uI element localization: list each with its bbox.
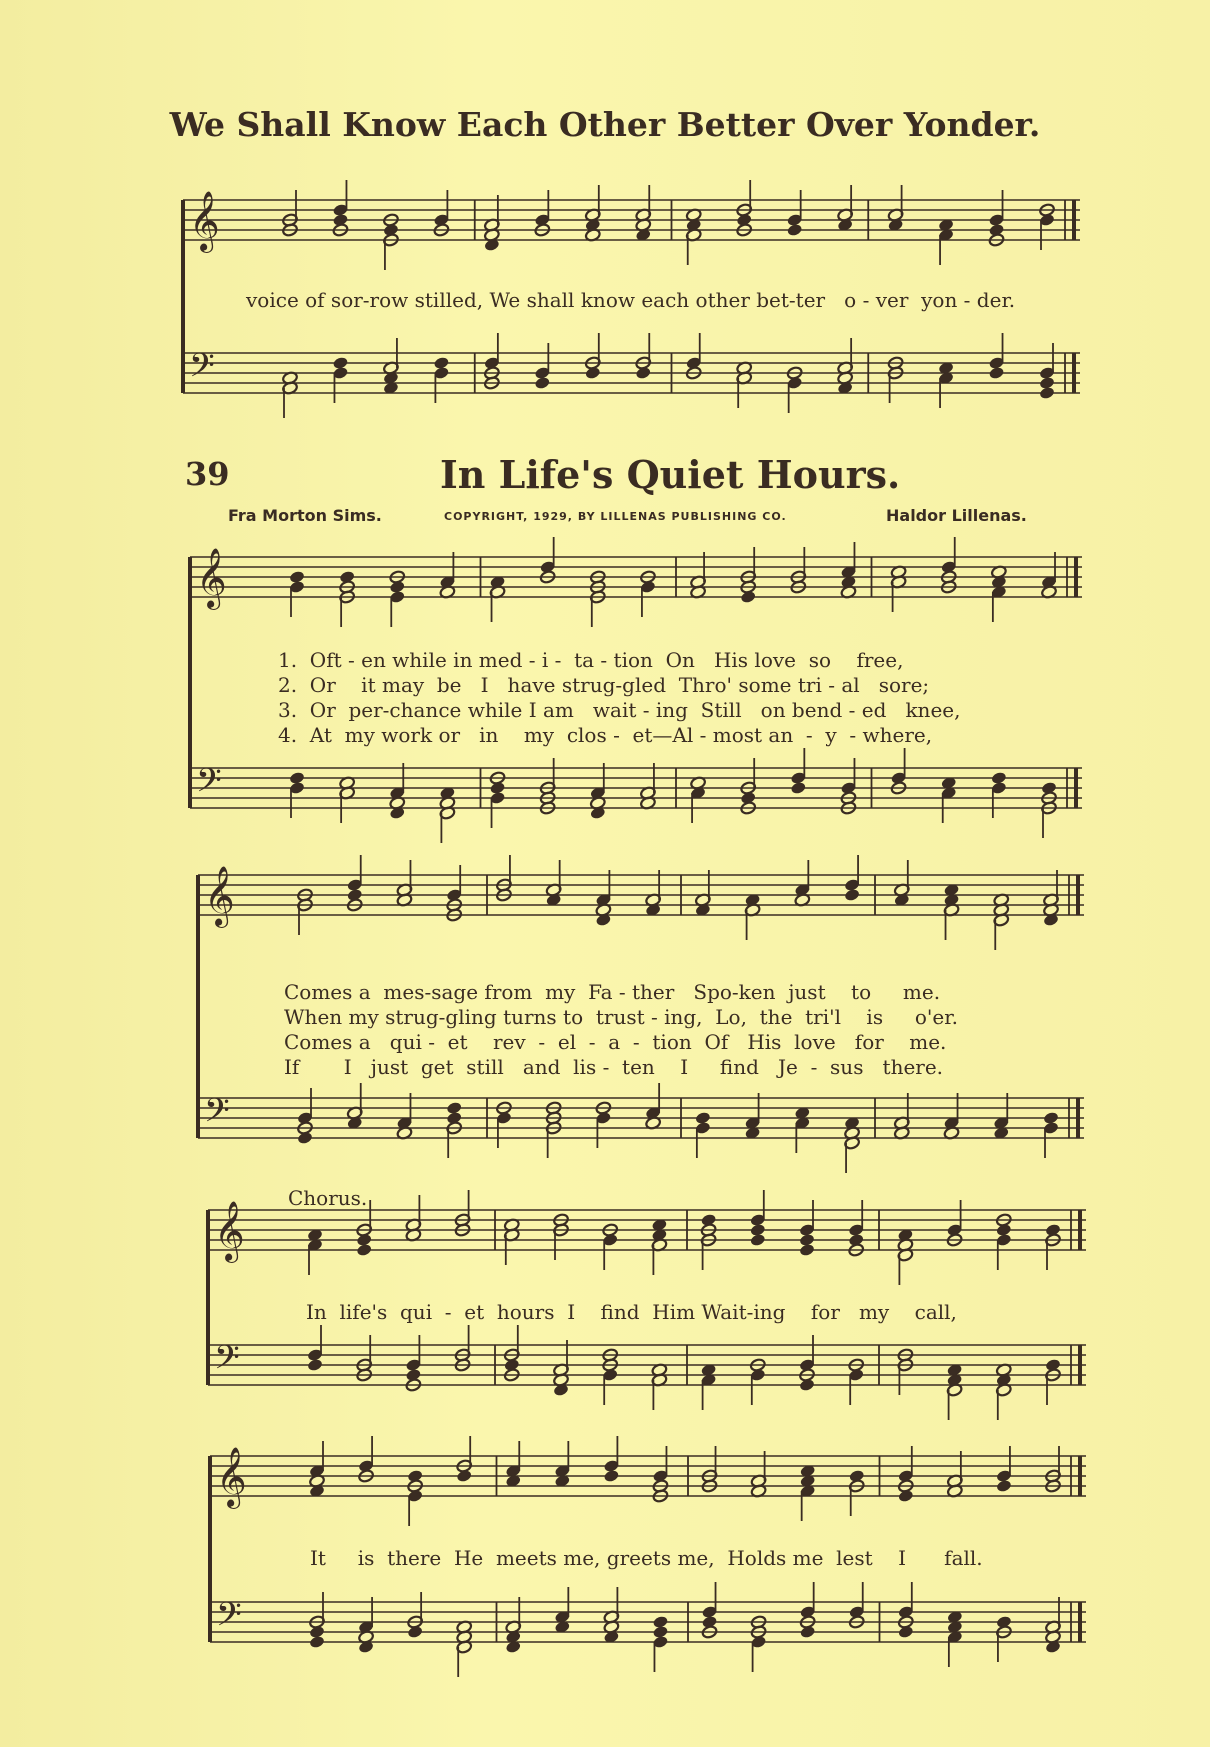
note-head: [750, 1233, 767, 1247]
treble-clef-icon: 𝄞: [216, 1447, 247, 1507]
note-head: [786, 223, 803, 237]
note-head: [790, 781, 807, 795]
note-head: [309, 1635, 326, 1649]
verse-1-line-a: 1. Oft - en while in med - i - ta - tion On His love so free,: [278, 648, 904, 672]
treble-clef-icon: 𝄞: [189, 191, 220, 251]
note-head: [603, 1469, 620, 1483]
bass-clef-icon: 𝄢: [204, 1092, 230, 1138]
note-head: [996, 1479, 1013, 1493]
verse-1-line-b: Comes a mes-sage from my Fa - ther Spo-ken just to me.: [284, 980, 941, 1004]
note-head: [534, 376, 551, 390]
chorus-line-a: In life's qui - et hours I find Him Wait-ing for my call,: [306, 1300, 957, 1324]
bass-clef-icon: 𝄢: [214, 1339, 240, 1385]
hymn-author: Fra Morton Sims.: [228, 506, 382, 525]
verse-3-line-a: 3. Or per-chance while I am wait - ing Still on bend - ed knee,: [278, 698, 961, 722]
note-head: [844, 888, 861, 902]
hymn-composer: Haldor Lillenas.: [886, 506, 1027, 525]
treble-clef-icon: 𝄞: [214, 1201, 245, 1261]
chorus-label: Chorus.: [288, 1186, 368, 1210]
bass-clef-icon: 𝄢: [216, 1596, 242, 1642]
hymn-number: 39: [185, 455, 230, 493]
treble-clef-icon: 𝄞: [196, 548, 227, 608]
hymn-copyright: COPYRIGHT, 1929, BY LILLENAS PUBLISHING CO.: [444, 510, 787, 523]
verse-4-line-a: 4. At my work or in my clos - et—Al - most an - y - where,: [278, 723, 933, 747]
note-head: [356, 1243, 373, 1257]
verse-3-line-b: Comes a qui - et rev - el - a - tion Of His love for me.: [284, 1030, 947, 1054]
note-head: [1039, 386, 1056, 400]
hymn-title: In Life's Quiet Hours.: [440, 452, 901, 497]
note-head: [988, 366, 1005, 380]
chorus-line-b: It is there He meets me, greets me, Holds me lest I fall.: [310, 1546, 983, 1570]
bass-clef-icon: 𝄢: [189, 347, 215, 393]
treble-clef-icon: 𝄞: [204, 866, 235, 926]
verse-2-line-b: When my strug-gling turns to trust - ing, Lo, the tri'l is o'er.: [284, 1005, 958, 1029]
verse-4-line-b: If I just get still and lis - ten I find Je - sus there.: [284, 1055, 944, 1079]
note-head: [307, 1358, 324, 1372]
verse-2-line-a: 2. Or it may be I have strug-gled Thro' some tri - al sore;: [278, 673, 930, 697]
note-head: [799, 1243, 816, 1257]
bass-clef-icon: 𝄢: [196, 762, 222, 808]
top-hymn-title: We Shall Know Each Other Better Over Yonder.: [169, 105, 1041, 144]
top-hymn-lyric: voice of sor-row stilled, We shall know each other bet-ter o - ver yon - der.: [246, 288, 1016, 312]
